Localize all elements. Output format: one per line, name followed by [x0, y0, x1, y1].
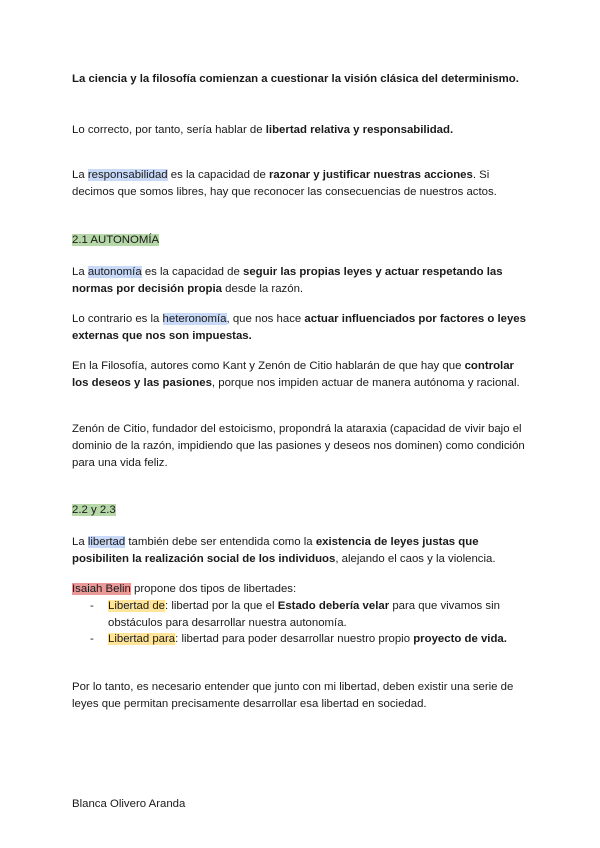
section-heading-label: 2.1 AUTONOMÍA [72, 234, 160, 246]
paragraph-responsabilidad [72, 167, 530, 201]
paragraph-filosofia [72, 358, 530, 392]
text-run: Por lo tanto, es necesario entender que junto con mi libertad, deben existir una serie de leyes que permitan precisamente desarrollar esa libertad en sociedad. [72, 681, 514, 710]
paragraph-correct-term [72, 122, 530, 139]
bold-run: proyecto de vida. [413, 633, 507, 645]
highlight-isaiah-belin: Isaiah Belin [72, 583, 131, 595]
text-run: La [72, 536, 88, 548]
section-heading-2-2 [72, 502, 530, 519]
text-run: es la capacidad de [167, 169, 269, 181]
text-run: , alejando el caos y la violencia. [335, 553, 496, 565]
bold-run: controlar los deseos y las pasiones [72, 360, 514, 389]
section-heading-label: 2.2 y 2.3 [72, 504, 116, 516]
footer-author: Blanca Olivero Aranda [72, 798, 186, 810]
text-run: Zenón de Citio, fundador del estoicismo, propondrá la ataraxia (capacidad de vivir bajo el dominio de la razón, impidiendo que las pasiones y deseos nos dominen) como condición para una vida feliz. [72, 423, 525, 469]
text-run: : libertad por la que el [165, 600, 278, 612]
highlight-libertad-de: Libertad de [108, 600, 165, 612]
intro-heading [72, 71, 530, 88]
list-bullet: - [90, 600, 94, 612]
paragraph-libertad [72, 534, 530, 568]
bold-run: libertad relativa y responsabilidad. [265, 124, 454, 136]
text-run: Lo contrario es la [72, 313, 163, 325]
text-run: , porque nos impiden actuar de manera autónoma y racional. [211, 377, 520, 389]
paragraph-conclusion [72, 679, 530, 713]
list-bullet: - [90, 633, 94, 645]
text-run: es la capacidad de [141, 266, 243, 278]
text-run: para que vivamos sin obstáculos para desarrollar nuestra autonomía. [108, 600, 500, 629]
highlight-responsabilidad: responsabilidad [87, 169, 168, 181]
section-heading-autonomia [72, 232, 530, 249]
highlight-libertad-para: Libertad para [108, 633, 176, 645]
text-run: , que nos hace [226, 313, 305, 325]
text-run: . Si decimos que somos libres, hay que reconocer las consecuencias de nuestros actos. [72, 169, 497, 198]
highlight-libertad: libertad [87, 536, 126, 548]
highlight-autonomia: autonomía [87, 266, 142, 278]
list-item-text [108, 631, 530, 648]
bold-run: Estado debería velar [277, 600, 390, 612]
bold-run: seguir las propias leyes y actuar respetando las normas por decisión propia [72, 266, 503, 295]
text-run: La [72, 169, 88, 181]
text-run: también debe ser entendida como la [125, 536, 316, 548]
bold-run: existencia de leyes justas que posibiliten la realización social de los individuos [72, 536, 479, 565]
text-run: Lo correcto, por tanto, sería hablar de [72, 124, 266, 136]
text-run: desde la razón. [222, 283, 304, 295]
text-run: propone dos tipos de libertades: [130, 583, 297, 595]
text-run: En la Filosofía, autores como Kant y Zenón de Citio hablarán de que hay que [72, 360, 465, 372]
bold-run: razonar y justificar nuestras acciones [268, 169, 473, 181]
paragraph-autonomia [72, 264, 530, 298]
paragraph-belin [72, 581, 530, 598]
intro-heading-text: La ciencia y la filosofía comienzan a cuestionar la visión clásica del determinismo. [72, 73, 519, 85]
text-run: La [72, 266, 88, 278]
paragraph-heteronomia [72, 311, 530, 345]
highlight-heteronomia: heteronomía [162, 313, 227, 325]
bold-run: actuar influenciados por factores o leyes externas que nos son impuestas. [72, 313, 526, 342]
text-run: : libertad para poder desarrollar nuestro propio [175, 633, 414, 645]
list-item-text [108, 598, 530, 632]
paragraph-zenon [72, 421, 530, 472]
